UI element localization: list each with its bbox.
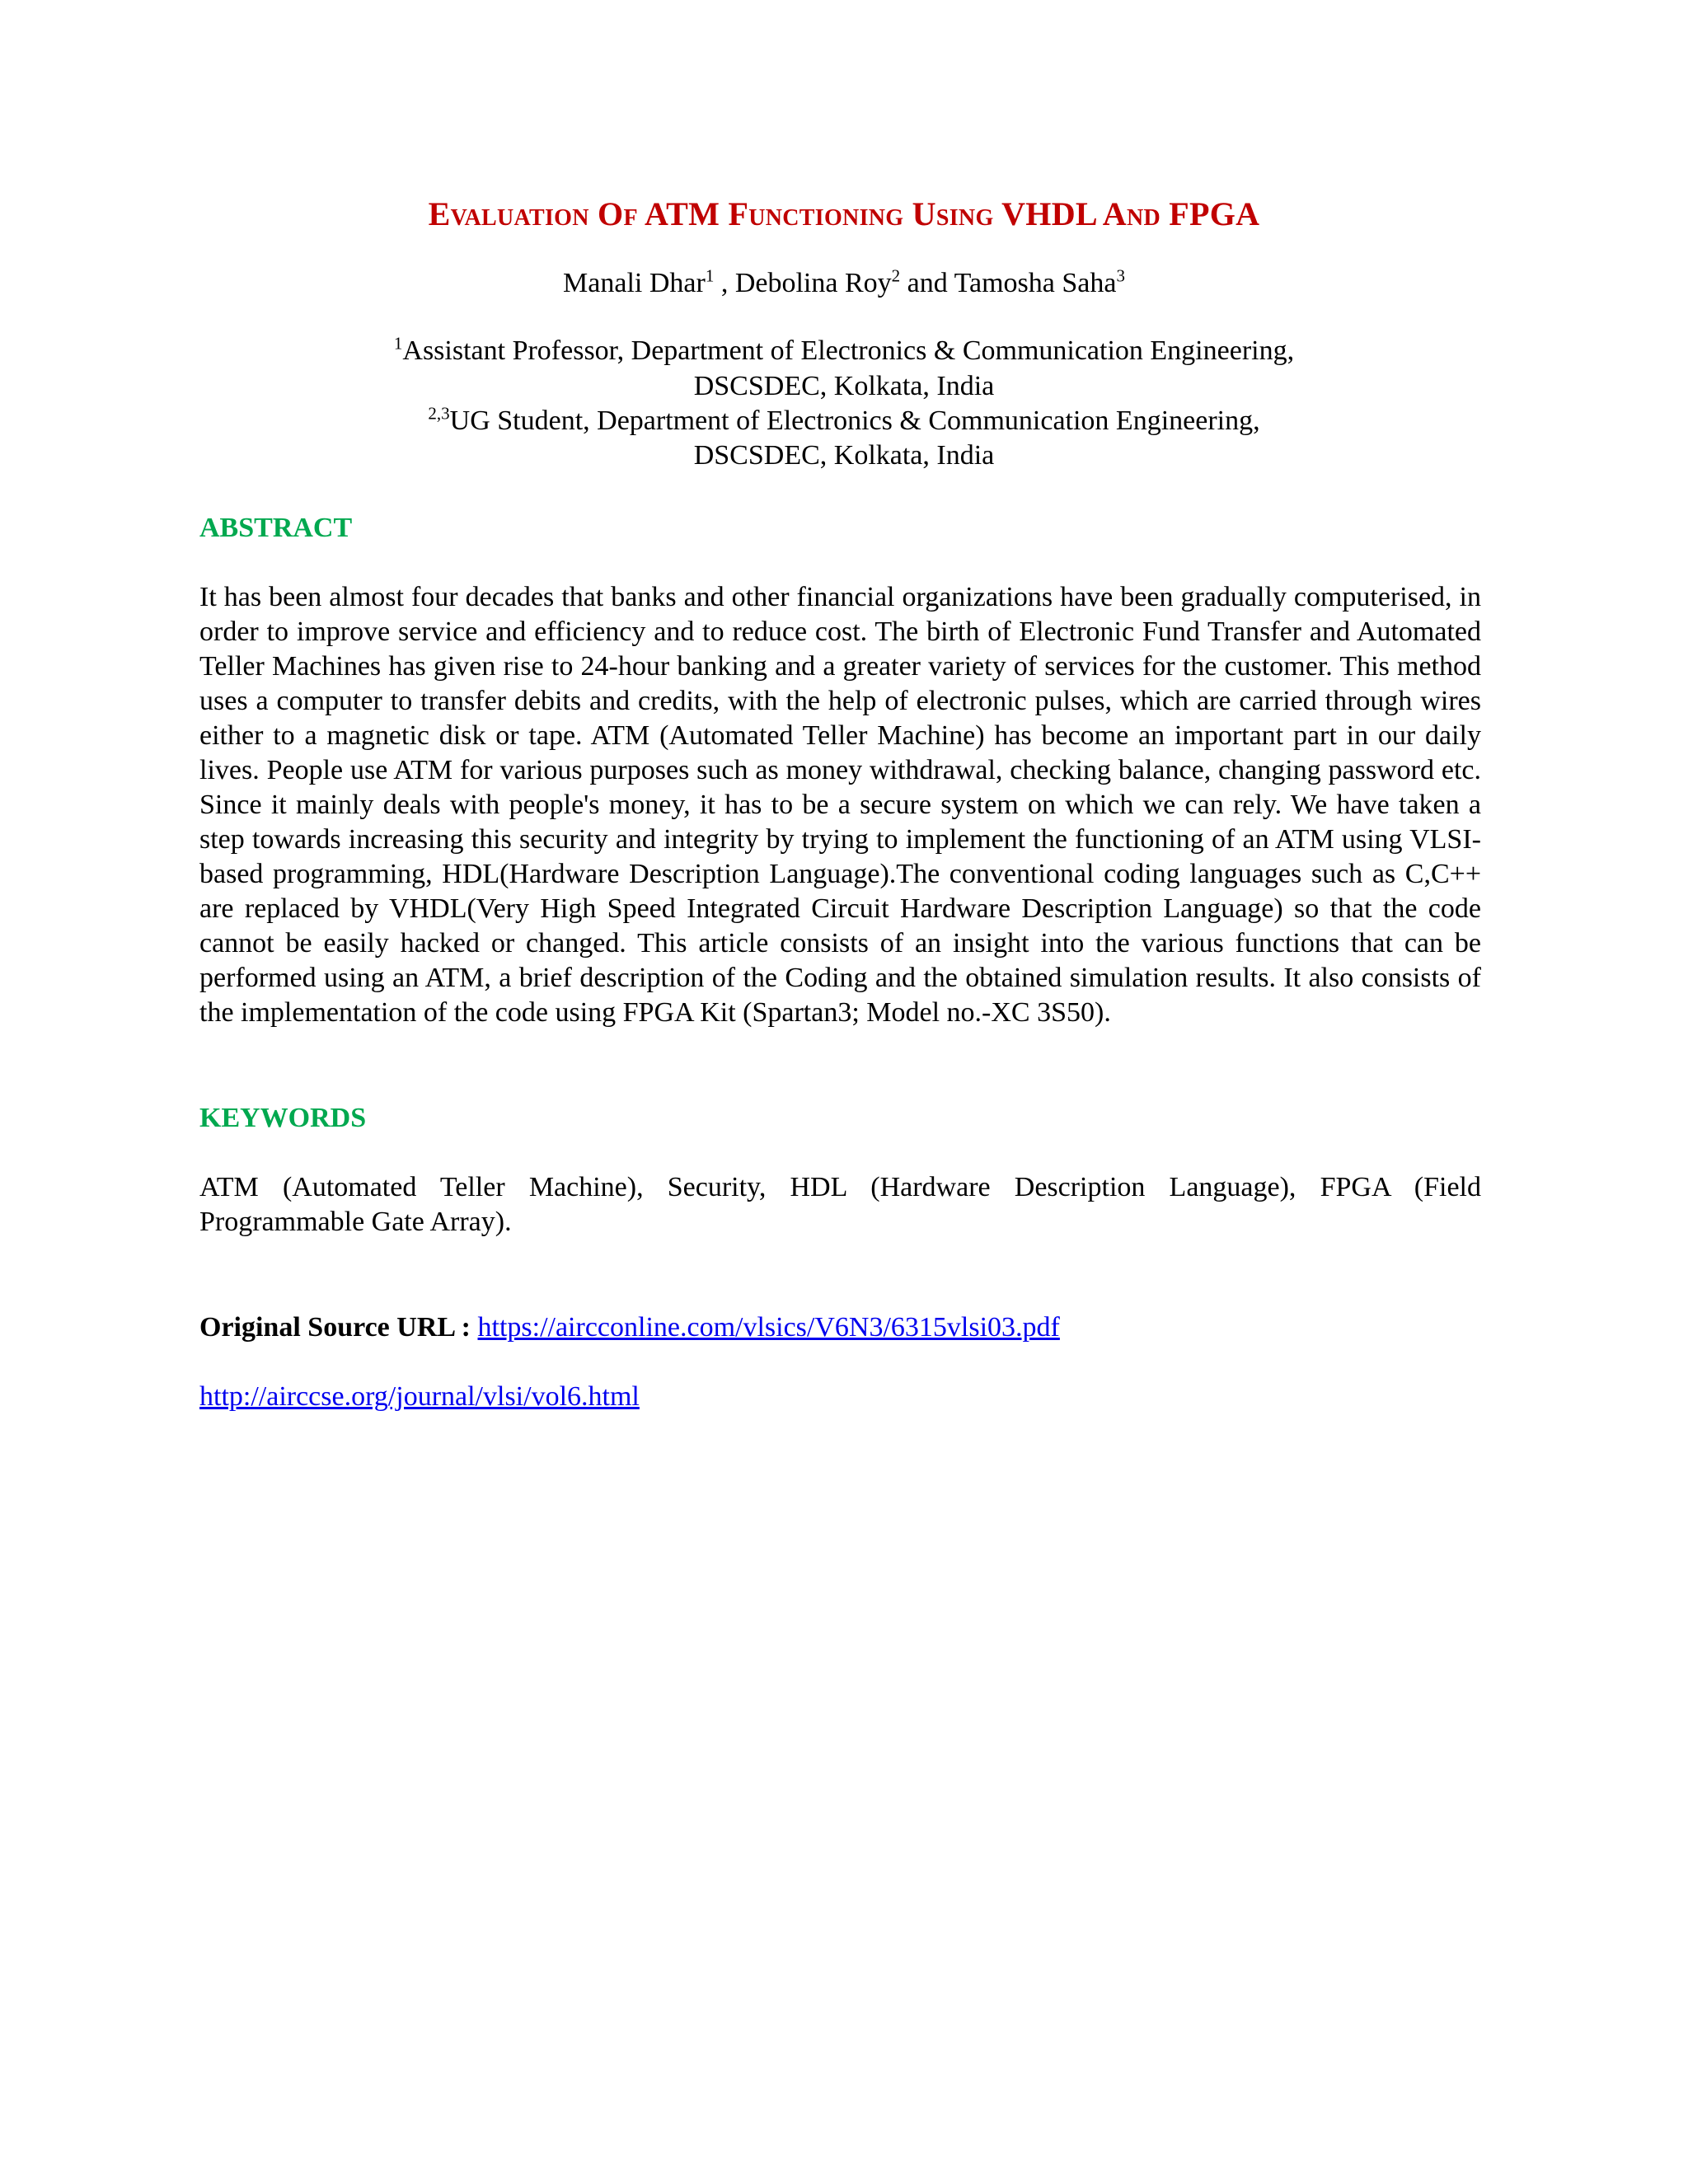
abstract-text: It has been almost four decades that banks and other financial organizations have been gradually computerised, in order to improve service and efficiency and to reduce cost. The birth of Electronic Fund Transfer and Automated Teller Machines has given rise to 24-hour banking and a greater variety of services for the customer. This method uses a computer to transfer debits and credits, with the help of electronic pulses, which are carried through wires either to a magnetic disk or tape. ATM (Automated Teller Machine) has become an important part in our daily lives. People use ATM for various purposes such as money withdrawal, checking balance, changing password etc. Since it mainly deals with people's money, it has to be a secure system on which we can rely. We have taken a step towards increasing this security and integrity by trying to implement the functioning of an ATM using VLSI-based programming, HDL(Hardware Description Language).The conventional coding languages such as C,C++ are replaced by VHDL(Very High Speed Integrated Circuit Hardware Description Language) so that the code cannot be easily hacked or changed. This article consists of an insight into the various functions that can be performed using an ATM, a brief description of the Coding and the obtained simulation results. It also consists of the implementation of the code using FPGA Kit (Spartan3; Model no.-XC 3S50). <box>199 582 1481 1028</box>
author-3-superscript: 3 <box>1116 265 1125 286</box>
affiliation-1-superscript: 1 <box>393 333 403 354</box>
source-url-link-1[interactable]: https://aircconline.com/vlsics/V6N3/6315vlsi03.pdf <box>477 1312 1060 1343</box>
abstract-heading: ABSTRACT <box>199 513 353 543</box>
keywords-heading: KEYWORDS <box>199 1103 367 1133</box>
author-2-name: Debolina Roy <box>734 268 892 298</box>
affiliation-2-line-2: DSCSDEC, Kolkata, India <box>693 440 995 471</box>
source-url-label: Original Source URL : <box>199 1312 478 1343</box>
affiliation-2-superscript: 2,3 <box>428 403 450 424</box>
source-url-line <box>199 1308 1060 1347</box>
affiliation-1-line-1 <box>0 334 1688 368</box>
author-separator-2: and <box>900 268 954 298</box>
author-1-name: Manali Dhar <box>563 268 706 298</box>
affiliation-1-text: Assistant Professor, Department of Electronics & Communication Engineering, <box>402 335 1295 366</box>
author-1-superscript: 1 <box>705 265 715 286</box>
source-url-link-2[interactable]: http://airccse.org/journal/vlsi/vol6.html <box>199 1381 640 1412</box>
affiliation-1-line-2: DSCSDEC, Kolkata, India <box>693 371 995 401</box>
source-url-line-2 <box>199 1377 640 1417</box>
author-separator-1: , <box>714 268 735 298</box>
author-3-name: Tamosha Saha <box>954 268 1117 298</box>
paper-title: Evaluation Of ATM Functioning Using VHDL And FPGA <box>428 195 1260 232</box>
author-line <box>0 264 1688 303</box>
affiliation-2-text: UG Student, Department of Electronics & Communication Engineering, <box>449 405 1260 436</box>
author-2-superscript: 2 <box>891 265 901 286</box>
keywords-text: ATM (Automated Teller Machine), Security, HDL (Hardware Description Language), FPGA (Field Programmable Gate Array). <box>199 1172 1481 1237</box>
affiliation-2-line-1 <box>0 404 1688 438</box>
